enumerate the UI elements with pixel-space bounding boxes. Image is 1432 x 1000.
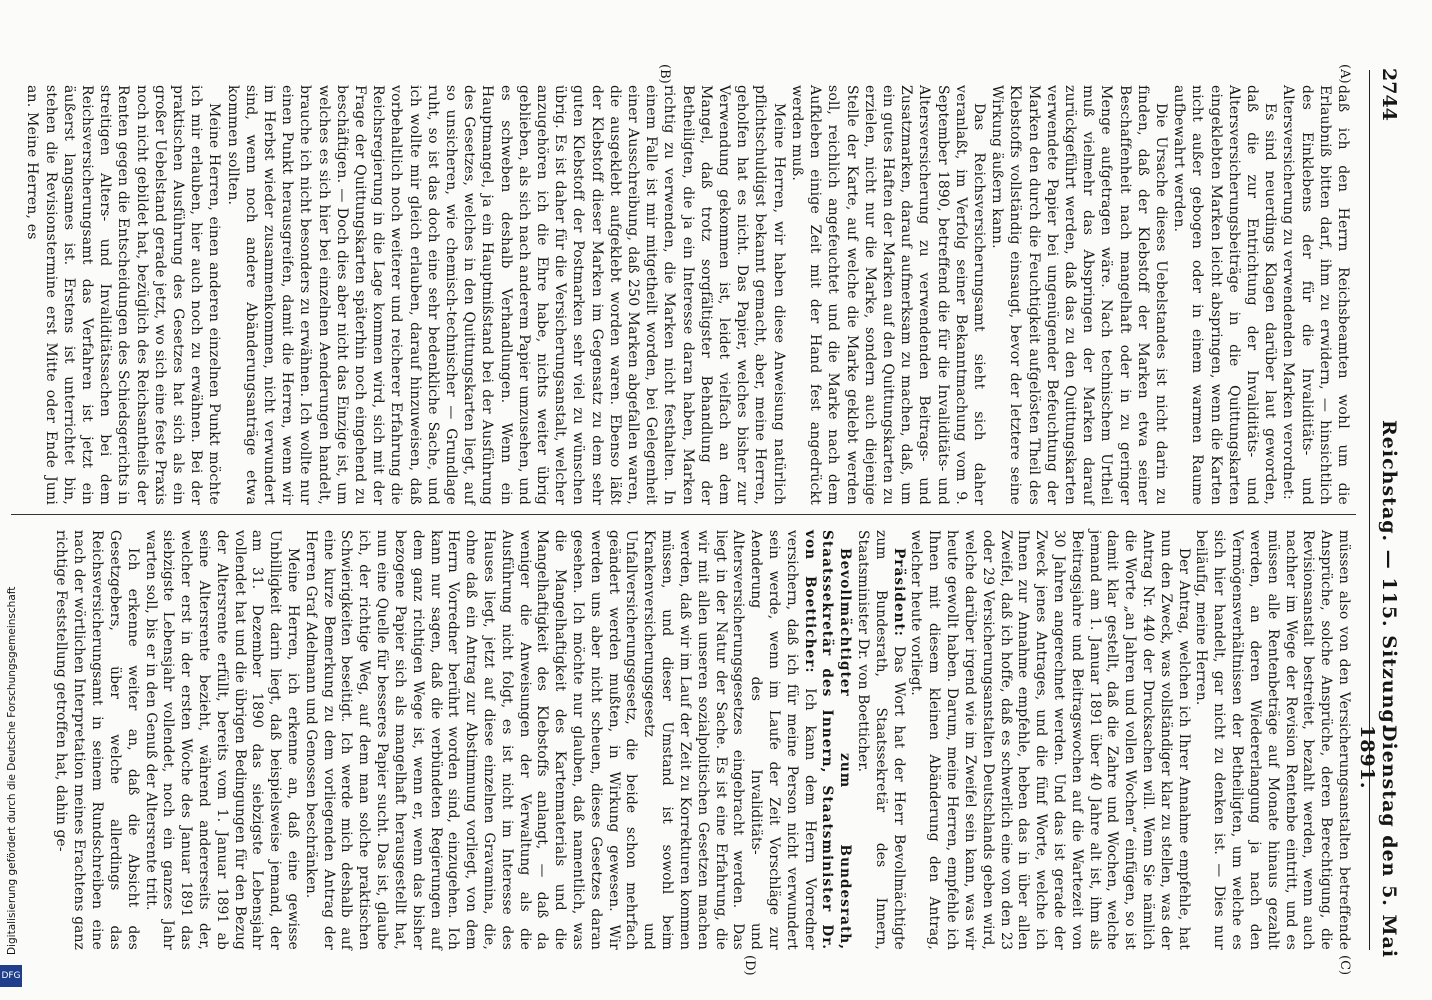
paragraph: Der Antrag, welchen ich Ihrer Annahme empfehle, hat nun den Zweck, was vollständiger klar zu stellen, was der Antrag Nr. 440 der Drucksachen will. Wenn Sie nämlich die Worte „an Jahren und vollen Wochen“ einfügen, so ist damit klar gestellt, daß die Zahre und Wochen, welche jemand am 1. Januar 1891 über 40 Jahre alt ist, ihm als Beitragsjahre und Beitragswochen auf die Wartezeit von 30 Jahren angerechnet werden. Und das ist gerade der Zweck jenes Antrages, und die fünf Worte, welche ich Ihnen zur Annahme empfehle, heben das in über allen Zweifel, daß ich hoffe, daß es schwerlich eine von den 23 oder 29 Versicherungsanstalten Deutschlands geben wird, welche darüber irgend wie im Zweifel sein kann, was wir heute gewollt haben. Darum, meine Herren, empfehle ich Ihnen mit diesem kleinen Abänderung den Antrag, welcher heute vorliegt. [908, 530, 1192, 950]
paragraph: Es sind neuerdings Klagen darüber laut geworden, daß die zur Entrichtung der Invaliditäts- und Altersversicherungsbeiträge in die Quittungskarten eingeklebten Marken leicht abspringen, wenn die Karten nicht außer gebogen oder in einem warmen Raume aufbewahrt werden. [1171, 85, 1279, 505]
paragraph: Ich erkenne weiter an, daß die Absicht des Gesetzgebers, über welche allerdings das Reichsversicherungsamt in seinem Rundschreiben eine nach der wörtlichen Interpretation meines Erachtens ganz richtige Feststellung getroffen hat, dahin ge- [53, 530, 141, 950]
paragraph: Meine Herren, ich erkenne an, daß eine gewisse Unbilligkeit darin liegt, daß beispielsweise jemand, der am 31. Dezember 1890 das siebzigste Lebensjahr vollendet hat und die übrigen Bedingungen für den Bezug der Altersrente erfüllt, bereits vom 1. Januar 1891 ab seine Altersrente bezieht, während andererseits der, welcher erst in der ersten Woche des Januar 1891 das siebzigste Lebensjahr vollendet, noch ein ganzes Jahr warten soll, bis er in den Genuß der Altersrente tritt. [142, 530, 302, 950]
margin-marker-c: (C) [1337, 955, 1352, 976]
paragraph: daß ich den Herrn Reichsbeamten wohl um die Erlaubniß bitten darf, ihm zu erwidern, — hinsichtlich des Einklebens der für die Invaliditäts- und Altersversicherung zu verwendenden Marken verordnet: [1280, 85, 1351, 505]
right-column [12, 530, 1352, 950]
speech-text: Das Wort hat der Herr Bevollmächtigte zum Bundesrath, Staatssekretär des Innern, Staatsminister Dr. von Boetticher. [855, 530, 907, 950]
page-header [1356, 0, 1402, 1000]
paragraph: müssen also von den Versicherungsanstalten betreffende Ansprüche, solche Ansprüche, deren Berechtigung, die Revisionsanstalt bestreitet, bezahlt werden, wenn auch nachher im Wege der Revision Rentenbe eintritt, und es müssen alle Rentenbeträge auf Monate hinaus gezahlt werden, an deren Wiedererlangung ja nach den Vermögensverhältnissen der Betheiligten, um welche es sich hier handelt, gar nicht zu denken ist. — Dies nur beiläufig, meine Herren. [1193, 530, 1352, 950]
paragraph [853, 530, 906, 950]
speech-text: Ich kann dem Herrn Vorredner versichern, daß ich für meine Person nicht verwundert sein werde, wenn im Laufe der Zeit Vorschläge zur Aenderung des Invaliditäts- und Altersversicherungsgesetzes eingebracht werden. Das liegt in der Natur der Sache. Es ist eine Erfahrung, die wir mit allen unseren sozialpolitischen Gesetzen machen werden, daß wir im Lauf der Zeit zu Korrekturen kommen müssen, und dieser Umstand ist sowohl beim Krankenversicherungsgesetz und Unfallversicherungsgesetz, die beide schon mehrfach geändert werden mußten, in Wirkung gewesen. Wir werden uns aber nicht scheuen, dieses Gesetzes daran gesehen. Ich möchte nur glauben, daß namentlich, was die Mangelhaftigkeit des Kartenmaterials und die Mangelhaftigkeit des Klebstoffs anlangt, — daß da weniger die Anweisungen der Verwaltung als die Ausführung nicht folgt, es ist nicht im Interesse des Hauses liegt, jetzt auf diese einzelnen Gravamina, die, ohne daß ein Antrag zur Abstimmung vorliegt, von dem Herrn Vorredner berührt worden sind, einzugehen. Ich kann nur sagen, daß die verbündeten Regierungen auf dem ganz richtigen Wege ist, wenn er, wenn das bisher bezogene Papier sich als mangelhaft herausgestellt hat, nun eine Quelle für besseres Papier sucht. Das ist, glaube ich, der richtige Weg, auf dem man solche praktischen Schwierigkeiten beseitigt. Ich werde mich deshalb auf eine kurze Bemerkung zu dem vorliegenden Antrag der Herren Graf Adelmann und Genossen beschränken. [302, 530, 818, 950]
paragraph: Meine Herren, einen anderen einzelnen Punkt möchte ich mir erlauben, hier auch noch zu erwähnen. Bei der praktischen Ausführung des Gesetzes hat sich als ein großer Uebelstand gerade jetzt, wo sich eine feste Praxis noch nicht gebildet hat, bezüglich des Reichsantheils der Renten gegen die Entscheidungen des Schiedsgerichts in streitigen Alters- und Invaliditätssachen bei dem Reichsversicherungsamt das Verfahren ist jetzt ein äußerst langsames ist. Erstens ist unterrichtet bin, stehen die Revisionstermine erst Mitte oder Ende Juni an. Meine Herren, es [24, 85, 223, 505]
paragraph: Meine Herren, wir haben diese Anweisung natürlich pflichtschuldigst bekannt gemacht, aber, meine Herren, geholfen hat es nicht. Das Papier, welches bisher zur Verwendung gekommen ist, leidet vielfach an dem Mangel, daß trotz sorgfältigster Behandlung der Betheiligten, die ja ein Interesse daran haben, Marken richtig zu verwenden, die Marken nicht festhalten. In einem Falle ist mir mitgetheilt worden, bei Gelegenheit einer Ausschreibung, daß 250 Marken abgefallen waren, die ausgeklebt aufgeklebt worden waren. Ebenso läßt der Klebstoff dieser Marken im Gegensatz zu dem sehr guten Klebstoff der Postmarken sehr viel zu wünschen übrig. Es ist daher für die Versicherungsanstalt, welcher anzugehören ich die Ehre habe, nichts weiter übrig geblieben, als sich nach anderem Papier umzusehen, und es schweben deshalb Verhandlungen. Wenn ein Hauptmangel, ja ein Hauptmißstand bei der Ausführung des Gesetzes, welches in den Quittungskarten liegt, auf so unsicheren, wie chemisch-technischer — Grundlage ruht, so ist das doch eine sehr bedenkliche Sache, und ich wollte mir gleich erlauben, darauf hinzuweisen, daß vorbehaltlich noch weiterer und reicherer Erfahrung die Reichsregierung in die Lage kommen wird, sich mit der Frage der Quittungskarten späterhin noch eingehend zu beschäftigen. — Doch dies aber nicht das Einzige ist, um welches es sich hier bei einzelnen Aenderungen handelt, brauche ich nicht besonders zu erwähnen. Ich wollte nur einen Punkt herausgreifen, damit die Herren, wenn wir im Herbst wieder zusammenkommen, nicht verwundert sind, wenn noch andere Abänderungsanträge etwa kommen sollten. [224, 85, 787, 505]
page-number: 2744 [1378, 68, 1400, 121]
speaker-name: Bevollmächtigter zum Bundesrath, Staatssekretär des Innern, Staatsminister Dr. von Boetticher: [801, 530, 854, 950]
running-title: Reichstag. — 115. Sitzung. [1378, 420, 1400, 732]
paragraph [301, 530, 853, 950]
left-column [12, 85, 1352, 505]
header-rule [1369, 70, 1370, 950]
digitization-credit: Digitalisierung gefördert durch die Deutsche Forschungsgemeinschaft [6, 586, 18, 955]
margin-marker-a: (A) [1337, 64, 1352, 84]
margin-marker-b: (B) [657, 64, 672, 84]
paragraph: Die Ursache dieses Uebelstandes ist nicht darin zu finden, daß der Klebstoff der Marken etwa seiner Beschaffenheit nach mangelhaft oder in zu geringer Menge aufgetragen wäre. Nach technischem Urtheil muß vielmehr das Abspringen der Marken darauf zurückgeführt werden, daß das zu den Quittungskarten verwendete Papier bei ungenügender Befeuchtung der Marken den durch die Feuchtigkeit aufgelösten Theil des Klebstoffs vollständig einsaugt, bevor der letztere seine Wirkung äußern kann. [989, 85, 1169, 505]
paragraph: Das Reichsversicherungsamt sieht sich daher veranlaßt, im Verfolg seiner Bekanntmachung vom 9. September 1890, betreffend die für die Invaliditäts- und Altersversicherung zu verwendenden Beitrags- und Zusatzmarken, darauf aufmerksam zu machen, daß, um ein gutes Haften der Marken auf den Quittungskarten zu erzielen, nicht nur die Marke, sondern auch diejenige Stelle der Karte, auf welche die Marke geklebt werden soll, reichlich angefeuchtet und die Marke nach dem Aufkleben einige Zeit mit der Hand fest angedrückt werden muß. [788, 85, 987, 505]
column-divider [11, 514, 1356, 515]
speaker-name: Präsident: [890, 548, 907, 637]
margin-marker-d: (D) [742, 955, 757, 976]
dfg-logo: DFG [0, 965, 22, 987]
page-date: Dienstag den 5. Mai 1891. [1356, 725, 1400, 959]
